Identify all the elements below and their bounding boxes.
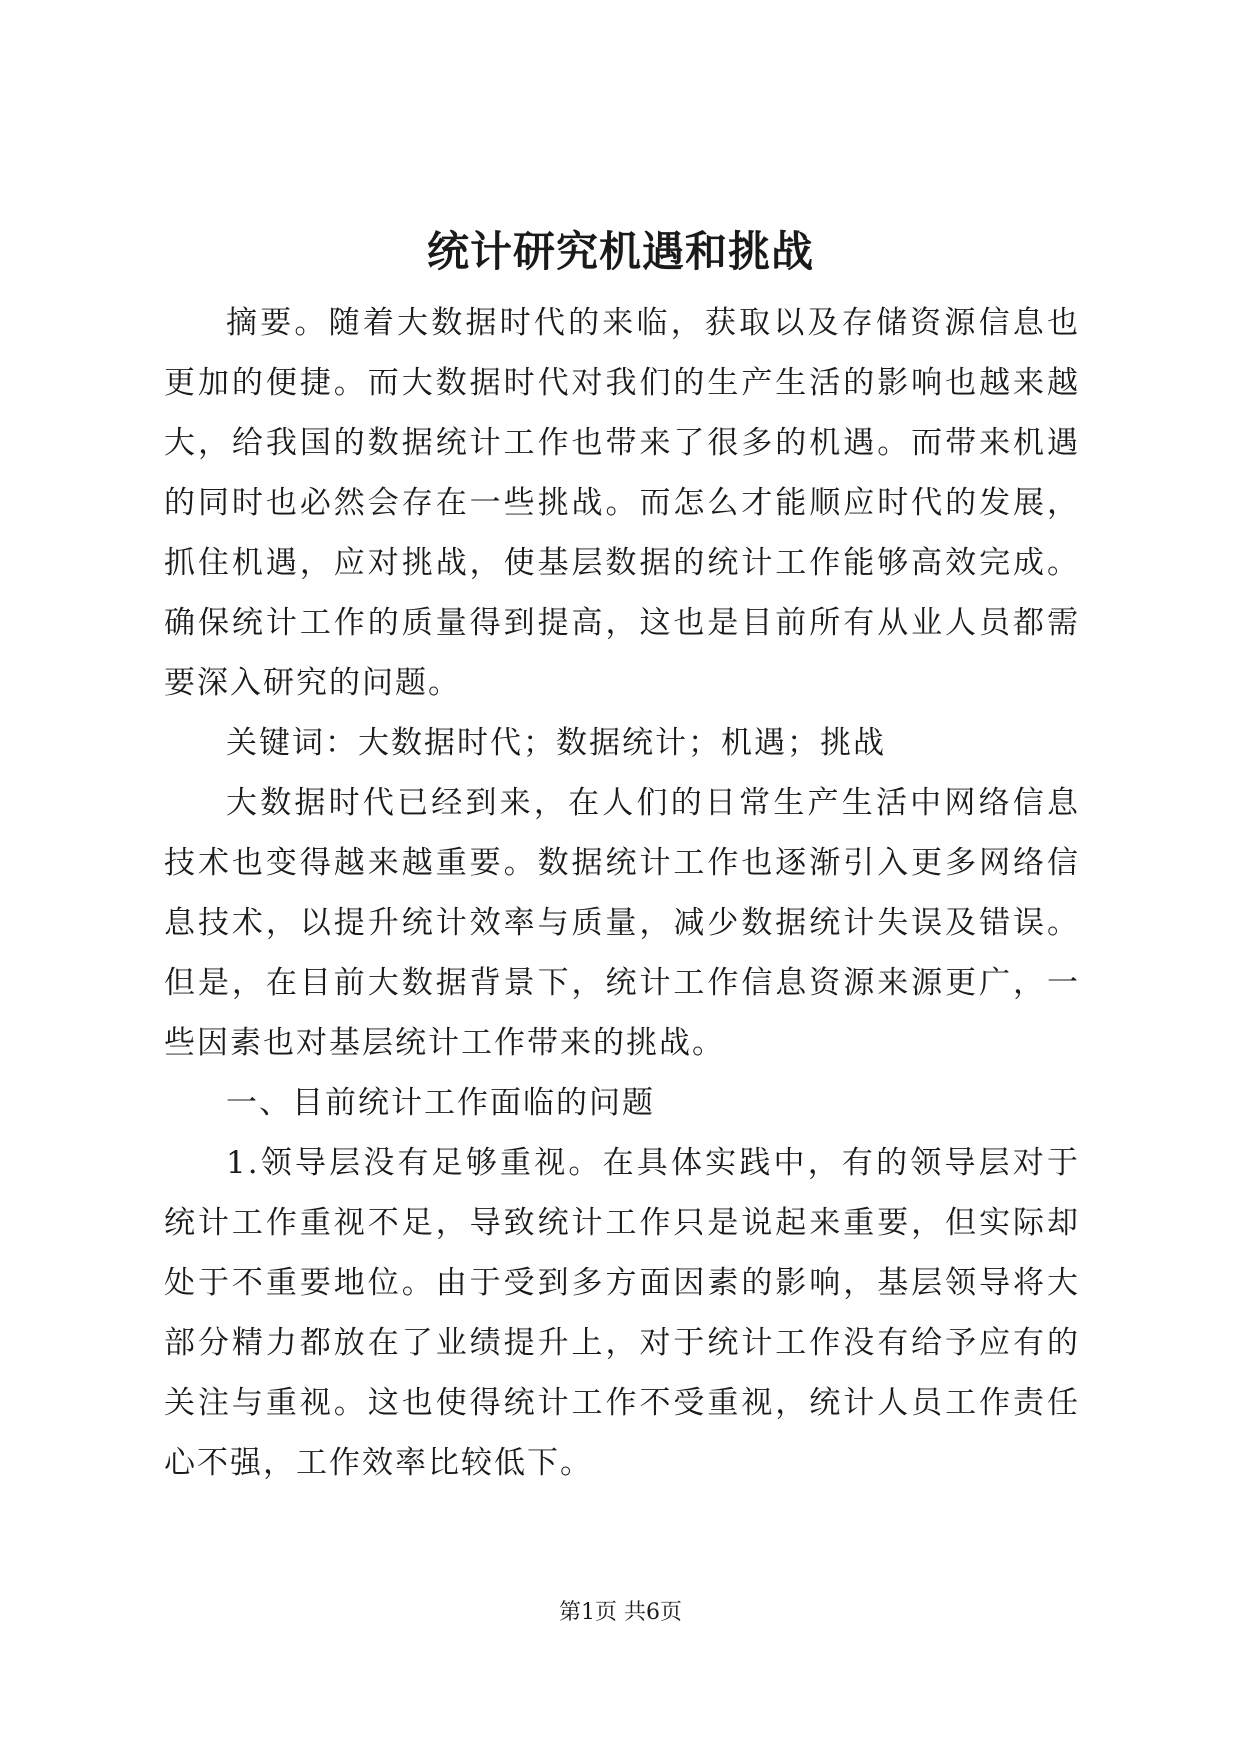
keywords-paragraph: 关键词：大数据时代；数据统计；机遇；挑战	[226, 725, 886, 761]
section-heading: 一、目前统计工作面临的问题	[226, 1085, 655, 1121]
document-body	[164, 293, 1080, 1493]
page-footer: 第1页 共6页	[559, 1600, 682, 1625]
intro-paragraph: 大数据时代已经到来，在人们的日常生产生活中网络信息技术也变得越来越重要。数据统计工作也逐渐引入更多网络信息技术，以提升统计效率与质量，减少数据统计失误及错误。但是，在目前大数据背景下，统计工作信息资源来源更广，一些因素也对基层统计工作带来的挑战。	[164, 785, 1080, 1061]
document-title: 统计研究机遇和挑战	[426, 227, 814, 276]
abstract-paragraph: 摘要。随着大数据时代的来临，获取以及存储资源信息也更加的便捷。而大数据时代对我们的生产生活的影响也越来越大，给我国的数据统计工作也带来了很多的机遇。而带来机遇的同时也必然会存在一些挑战。而怎么才能顺应时代的发展，抓住机遇，应对挑战，使基层数据的统计工作能够高效完成。确保统计工作的质量得到提高，这也是目前所有从业人员都需要深入研究的问题。	[164, 305, 1080, 701]
body-paragraph: 1.领导层没有足够重视。在具体实践中，有的领导层对于统计工作重视不足，导致统计工作只是说起来重要，但实际却处于不重要地位。由于受到多方面因素的影响，基层领导将大部分精力都放在了业绩提升上，对于统计工作没有给予应有的关注与重视。这也使得统计工作不受重视，统计人员工作责任心不强，工作效率比较低下。	[164, 1145, 1080, 1481]
